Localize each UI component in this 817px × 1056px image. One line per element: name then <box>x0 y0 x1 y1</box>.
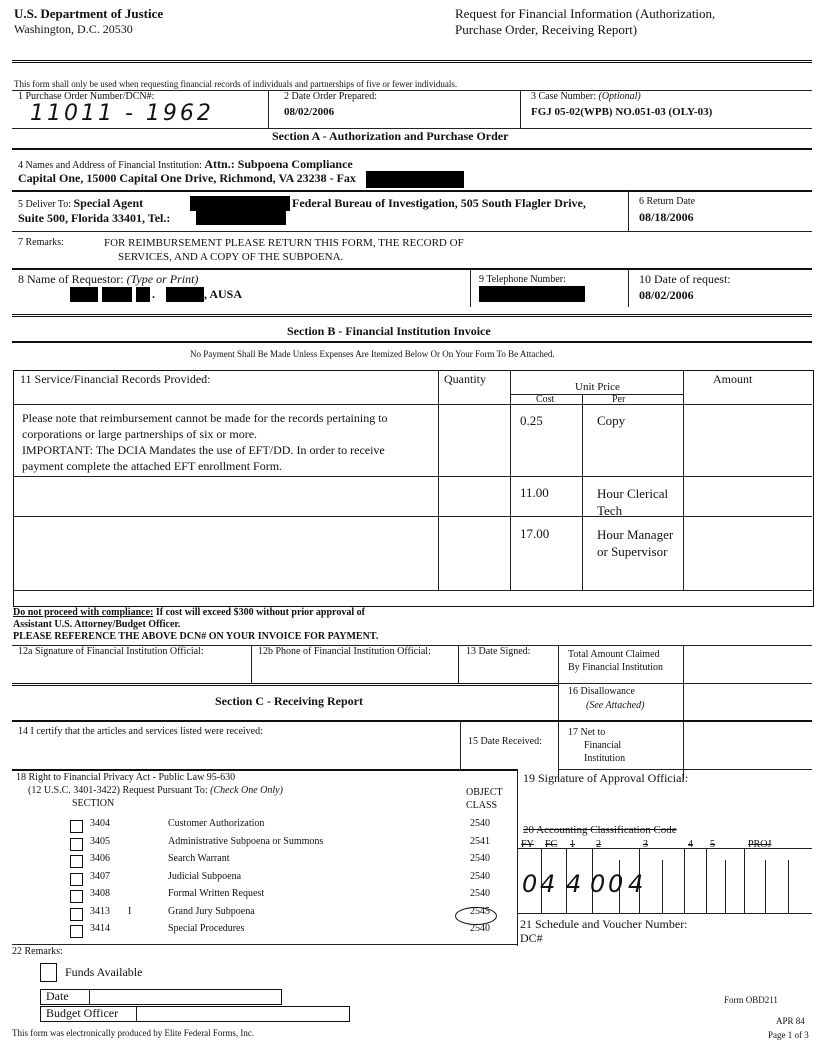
acct-col-divider <box>744 848 745 913</box>
acct-col-header: 5 <box>710 839 715 850</box>
page-number: Page 1 of 3 <box>768 1030 809 1040</box>
field16-label: 16 Disallowance <box>568 686 635 697</box>
redaction-box <box>102 287 132 302</box>
requestor-suffix: , AUSA <box>204 287 243 301</box>
acct-col-header: 2 <box>596 839 601 850</box>
field18-check-one: (Check One Only) <box>210 785 283 796</box>
per-clerical: Hour Clerical Tech <box>597 486 669 518</box>
rule <box>12 720 812 722</box>
field12b-label: 12b Phone of Financial Institution Official: <box>258 646 431 657</box>
return-date[interactable]: 08/18/2006 <box>639 210 694 224</box>
object-class: 2545 <box>470 905 490 917</box>
redaction-box <box>366 171 464 188</box>
purchase-order-number[interactable]: 11011 - 1962 <box>30 101 214 126</box>
form-revision: APR 84 <box>776 1016 805 1026</box>
rule <box>13 590 812 591</box>
invoice-note: IMPORTANT: The DCIA Mandates the use of EFT/DD. In order to receive <box>22 443 385 457</box>
acct-col-header: 4 <box>688 839 693 850</box>
field22-label: 22 Remarks: <box>12 946 63 957</box>
class-col-label: CLASS <box>466 800 498 811</box>
remarks-line2: SERVICES, AND A COPY OF THE SUBPOENA. <box>118 251 344 263</box>
field5-label: 5 Deliver To: <box>18 199 71 210</box>
usage-notice: This form shall only be used when requesting financial records of individuals and partnerships of five or fewer individuals. <box>14 79 458 89</box>
header-rule <box>12 60 812 63</box>
divider <box>460 721 461 769</box>
section-5-checkbox[interactable] <box>70 908 83 921</box>
field4-label: 4 Names and Address of Financial Institution: <box>18 160 202 171</box>
date-of-request[interactable]: 08/02/2006 <box>639 288 694 302</box>
section-2-checkbox[interactable] <box>70 855 83 868</box>
object-class: 2541 <box>470 835 490 847</box>
form-number: Form OBD211 <box>724 995 778 1005</box>
total-claimed: Total Amount Claimed By Financial Institution <box>568 649 663 673</box>
field9-label: 9 Telephone Number: <box>479 274 566 285</box>
field19-label: 19 Signature of Approval Official: <box>523 771 689 785</box>
divider <box>683 370 684 590</box>
col-service: 11 Service/Financial Records Provided: <box>20 372 211 386</box>
acct-subdivider <box>765 860 766 913</box>
per-manager: Hour Manager or Supervisor <box>597 527 674 559</box>
handwritten-digit: 0 <box>590 870 606 898</box>
section-1-checkbox[interactable] <box>70 838 83 851</box>
field17-label: 17 Net to Financial Institution <box>568 727 626 764</box>
rule <box>558 683 812 684</box>
section-3-checkbox[interactable] <box>70 873 83 886</box>
section-code: 3407 <box>90 870 110 882</box>
object-col-label: OBJECT <box>466 787 503 798</box>
acct-subdivider <box>662 860 663 913</box>
section-description: Grand Jury Subpoena <box>168 905 255 917</box>
section-6-checkbox[interactable] <box>70 925 83 938</box>
agency-name: U.S. Department of Justice <box>14 6 164 21</box>
acct-subdivider <box>788 860 789 913</box>
circled-2545 <box>455 907 497 925</box>
compliance-note: Do not proceed with compliance: If cost will exceed $300 without prior approval of Assistant U.S. Attorney/Budget Officer. PLEASE REFERENCE THE ABOVE DCN# ON YOUR INVOICE FOR PAYMENT. <box>13 607 379 642</box>
col-quantity: Quantity <box>444 372 486 386</box>
acct-col-header: 1 <box>570 839 575 850</box>
invoice-notes <box>22 410 388 474</box>
rule <box>517 913 812 914</box>
rule <box>13 404 812 405</box>
funds-available-checkbox[interactable] <box>40 963 57 982</box>
acct-col-header: 3 <box>643 839 648 850</box>
rule <box>12 231 812 232</box>
section-description: Special Procedures <box>168 923 245 934</box>
field18-line1: 18 Right to Financial Privacy Act - Public Law 95-630 <box>16 772 236 783</box>
section-code: 3413 <box>90 905 110 917</box>
redaction-box <box>70 287 98 302</box>
handwritten-digit: 4 <box>540 870 556 898</box>
section-code: 3408 <box>90 888 110 899</box>
rule <box>13 516 812 517</box>
handwritten-digit: 4 <box>628 870 644 898</box>
section-description: Judicial Subpoena <box>168 870 242 882</box>
section-mark: I <box>128 905 132 917</box>
divider <box>683 645 684 780</box>
section-code: 3405 <box>90 835 110 847</box>
dc-number: DC# <box>520 931 543 945</box>
case-number[interactable]: FGJ 05-02(WPB) NO.051-03 (OLY-03) <box>531 106 713 118</box>
divider <box>582 394 583 590</box>
divider <box>517 769 518 946</box>
col-unit-price: Unit Price <box>575 381 620 393</box>
payment-note: No Payment Shall Be Made Unless Expenses Are Itemized Below Or On Your Form To Be Attached. <box>190 349 555 359</box>
field15-label: 15 Date Received: <box>468 736 542 747</box>
object-class: 2540 <box>470 888 490 899</box>
handwritten-digit: 0 <box>608 870 624 898</box>
field18-line2: (12 U.S.C. 3401-3422) Request Pursuant To: <box>28 785 208 796</box>
special-agent: Special Agent <box>73 196 144 210</box>
rule <box>12 944 517 945</box>
rule <box>558 769 812 770</box>
divider <box>510 370 511 590</box>
rule <box>12 190 812 192</box>
cost-clerical: 11.00 <box>520 485 549 500</box>
acct-col-header: PROJ <box>748 839 772 850</box>
remarks-line1: FOR REIMBURSEMENT PLEASE RETURN THIS FORM, THE RECORD OF <box>104 237 464 249</box>
redaction-box <box>166 287 204 302</box>
divider <box>558 645 559 780</box>
field2-label: 2 Date Order Prepared: <box>284 91 378 102</box>
date-order-prepared[interactable]: 08/02/2006 <box>284 106 335 118</box>
redaction-box <box>190 196 290 211</box>
field3-optional: (Optional) <box>598 91 641 102</box>
section-description: Search Warrant <box>168 853 230 864</box>
object-class: 2540 <box>470 818 490 829</box>
field21-label: 21 Schedule and Voucher Number: <box>520 917 688 931</box>
acct-col-divider <box>684 848 685 913</box>
object-class: 2540 <box>470 923 490 934</box>
divider <box>520 90 521 128</box>
object-class: 2540 <box>470 870 490 882</box>
section-b-title: Section B - Financial Institution Invoice <box>287 324 491 338</box>
footer-producer: This form was electronically produced by Elite Federal Forms, Inc. <box>12 1028 255 1038</box>
col-cost: Cost <box>536 394 555 405</box>
rule <box>12 268 812 270</box>
field1-label: 1 Purchase Order Number/DCN#: <box>18 91 155 102</box>
field7-label: 7 Remarks: <box>18 237 64 248</box>
col-per: Per <box>612 394 626 405</box>
section-0-checkbox[interactable] <box>70 820 83 833</box>
acct-col-header: FC <box>545 839 558 850</box>
invoice-table <box>13 370 814 607</box>
field3-label: 3 Case Number: <box>531 91 596 102</box>
handwritten-digit: 0 <box>522 870 538 898</box>
field13-label: 13 Date Signed: <box>466 646 531 657</box>
handwritten-digit: 4 <box>566 870 582 898</box>
section-code: 3414 <box>90 923 110 934</box>
field8-label: 8 Name of Requestor: <box>18 272 124 286</box>
invoice-note: payment complete the attached EFT enrollment Form. <box>22 459 283 473</box>
rule <box>12 314 812 317</box>
section-col-label: SECTION <box>72 798 115 809</box>
rule <box>12 683 558 686</box>
divider <box>628 191 629 231</box>
form-title-line2: Purchase Order, Receiving Report) <box>455 22 638 37</box>
deliver-address[interactable]: Suite 500, Florida 33401, Tel.: <box>18 211 171 225</box>
section-code: 3406 <box>90 853 110 864</box>
redaction-box <box>196 210 286 225</box>
cost-manager: 17.00 <box>520 526 550 541</box>
date-box[interactable] <box>40 989 282 1005</box>
rule <box>13 476 812 477</box>
field8-hint: (Type or Print) <box>126 272 199 286</box>
field6-label: 6 Return Date <box>639 196 696 207</box>
field12a-label: 12a Signature of Financial Institution Official: <box>18 646 204 657</box>
divider <box>438 370 439 590</box>
attn-line: Attn.: Subpoena Compliance <box>204 157 353 171</box>
divider <box>268 90 269 128</box>
budget-officer-label: Budget Officer <box>46 1006 119 1020</box>
funds-available-label: Funds Available <box>65 965 143 979</box>
section-c-title: Section C - Receiving Report <box>215 694 363 708</box>
acct-col-header: FY <box>521 839 534 850</box>
rule <box>12 341 812 343</box>
agency-city: Washington, D.C. 20530 <box>14 22 133 36</box>
field14-label: 14 I certify that the articles and services listed were received: <box>18 726 263 737</box>
section-a-title: Section A - Authorization and Purchase Order <box>272 129 509 143</box>
section-description: Customer Authorization <box>168 818 265 829</box>
rule <box>12 769 517 771</box>
divider <box>89 989 90 1004</box>
divider <box>628 269 629 307</box>
object-class: 2540 <box>470 853 490 864</box>
date-label: Date <box>46 989 69 1003</box>
section-description: Administrative Subpoena or Summons <box>168 835 324 847</box>
redaction-box <box>136 287 150 302</box>
section-code: 3404 <box>90 818 110 829</box>
per-copy: Copy <box>597 413 626 428</box>
invoice-note: Please note that reimbursement cannot be made for the records pertaining to <box>22 411 388 425</box>
form-title-line1: Request for Financial Information (Authorization, <box>455 6 716 21</box>
field10-label: 10 Date of request: <box>639 272 731 286</box>
divider <box>470 269 471 307</box>
field20-label: 20 Accounting Classification Code <box>523 824 677 836</box>
section-description: Formal Written Request <box>168 888 265 899</box>
divider <box>251 645 252 683</box>
acct-subdivider <box>725 860 726 913</box>
divider <box>136 1006 137 1021</box>
divider <box>458 645 459 683</box>
section-4-checkbox[interactable] <box>70 890 83 903</box>
institution-address[interactable]: Capital One, 15000 Capital One Drive, Richmond, VA 23238 - Fax <box>18 171 356 185</box>
rule <box>12 148 812 150</box>
invoice-note: corporations or large partnerships of six or more. <box>22 427 258 441</box>
redaction-box <box>479 286 585 302</box>
deliver-agency: Federal Bureau of Investigation, 505 South Flagler Drive, <box>292 196 586 210</box>
acct-col-divider <box>706 848 707 913</box>
cost-copy: 0.25 <box>520 413 543 428</box>
col-amount: Amount <box>713 372 753 386</box>
field16-hint: (See Attached) <box>586 700 645 711</box>
